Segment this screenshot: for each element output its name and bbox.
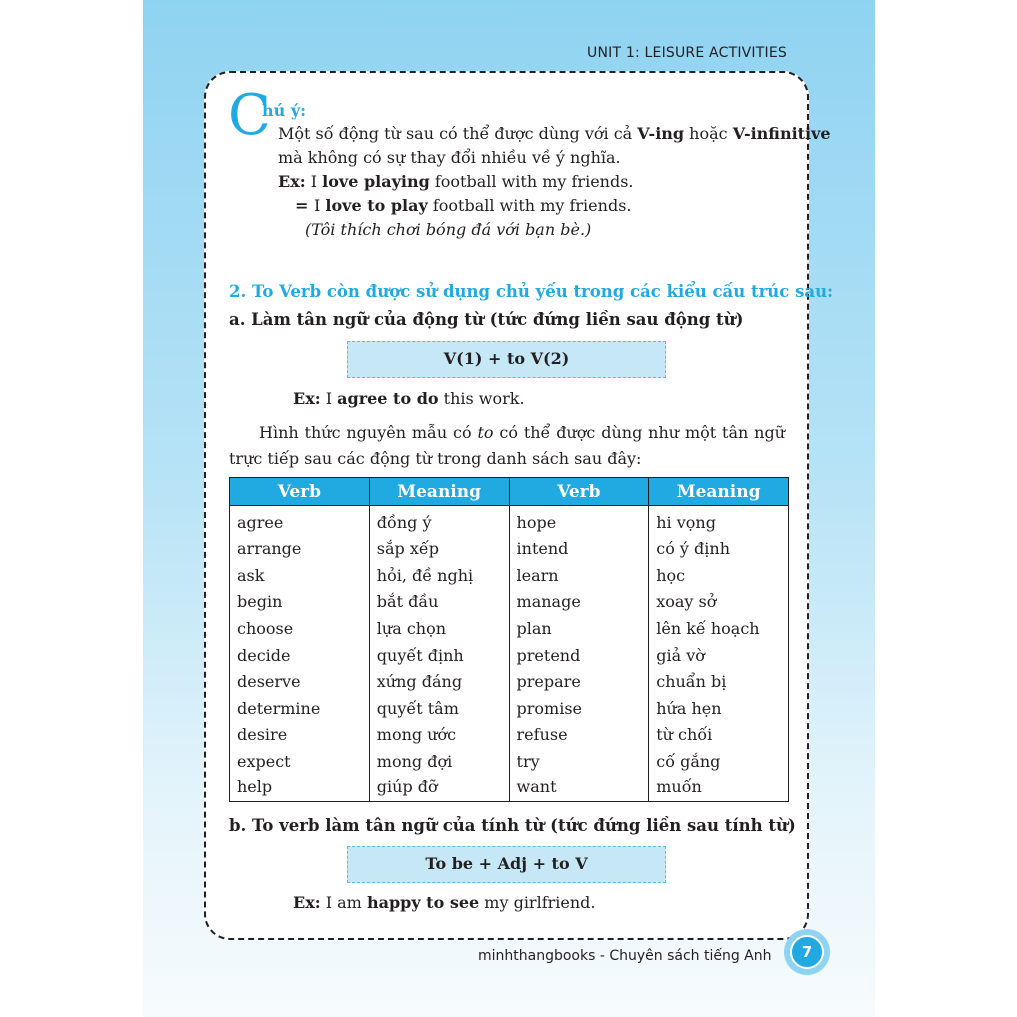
table-row bbox=[230, 536, 789, 563]
meaning-cell: học bbox=[649, 562, 789, 589]
meaning-cell: lên kế hoạch bbox=[649, 615, 789, 642]
meaning-cell: xoay sở bbox=[649, 589, 789, 616]
paragraph-italic: to bbox=[477, 423, 494, 442]
meaning-cell: giả vờ bbox=[649, 642, 789, 669]
column-header-verb: Verb bbox=[509, 478, 649, 506]
meaning-cell: có ý định bbox=[649, 536, 789, 563]
note-line-2: mà không có sự thay đổi nhiều về ý nghĩa. bbox=[278, 148, 621, 167]
verb-cell: begin bbox=[230, 589, 370, 616]
page-number-badge bbox=[784, 929, 830, 975]
verb-cell: choose bbox=[230, 615, 370, 642]
table-row bbox=[230, 642, 789, 669]
section-2b-heading: b. To verb làm tân ngữ của tính từ (tức đứng liền sau tính từ) bbox=[229, 816, 796, 835]
example-text: this work. bbox=[438, 389, 525, 408]
section-2-heading: 2. To Verb còn được sử dụng chủ yếu trong các kiểu cấu trúc sau: bbox=[229, 282, 834, 301]
verb-cell: deserve bbox=[230, 668, 370, 695]
meaning-cell: hi vọng bbox=[649, 506, 789, 536]
verb-cell: help bbox=[230, 775, 370, 802]
verb-cell: expect bbox=[230, 748, 370, 775]
meaning-cell: hứa hẹn bbox=[649, 695, 789, 722]
verb-cell: want bbox=[509, 775, 649, 802]
table-row bbox=[230, 695, 789, 722]
table-row bbox=[230, 562, 789, 589]
table-row bbox=[230, 668, 789, 695]
translation-text: (Tôi thích chơi bóng đá với bạn bè.) bbox=[305, 220, 592, 239]
unit-header: UNIT 1: LEISURE ACTIVITIES bbox=[587, 45, 787, 61]
example-label: Ex: bbox=[293, 389, 321, 408]
table-row bbox=[230, 615, 789, 642]
section-2a-heading: a. Làm tân ngữ của động từ (tức đứng liền sau động từ) bbox=[229, 310, 744, 329]
verb-cell: decide bbox=[230, 642, 370, 669]
meaning-cell: sắp xếp bbox=[369, 536, 509, 563]
publisher-footer: minhthangbooks - Chuyên sách tiếng Anh bbox=[478, 948, 772, 964]
verb-cell: refuse bbox=[509, 722, 649, 749]
example-2b bbox=[293, 892, 595, 914]
verb-cell: desire bbox=[230, 722, 370, 749]
paragraph-text: có thể được dùng như một tân ngữ trực tiếp sau các động từ trong danh sách sau đây: bbox=[229, 423, 785, 468]
verb-cell: prepare bbox=[509, 668, 649, 695]
verb-table bbox=[229, 477, 789, 802]
table-row bbox=[230, 775, 789, 802]
meaning-cell: từ chối bbox=[649, 722, 789, 749]
example-bold: agree to do bbox=[337, 389, 439, 408]
meaning-cell: mong đợi bbox=[369, 748, 509, 775]
verb-cell: agree bbox=[230, 506, 370, 536]
meaning-cell: cố gắng bbox=[649, 748, 789, 775]
table-row bbox=[230, 748, 789, 775]
column-header-meaning: Meaning bbox=[649, 478, 789, 506]
example-bold: love to play bbox=[325, 196, 428, 215]
verb-cell: determine bbox=[230, 695, 370, 722]
verb-cell: try bbox=[509, 748, 649, 775]
note-translation bbox=[305, 219, 591, 241]
meaning-cell: mong ước bbox=[369, 722, 509, 749]
verb-cell: learn bbox=[509, 562, 649, 589]
example-text: I bbox=[305, 172, 323, 191]
meaning-cell: quyết tâm bbox=[369, 695, 509, 722]
table-row bbox=[230, 722, 789, 749]
example-label: Ex: bbox=[293, 893, 321, 912]
meaning-cell: lựa chọn bbox=[369, 615, 509, 642]
verb-cell: plan bbox=[509, 615, 649, 642]
meaning-cell: đồng ý bbox=[369, 506, 509, 536]
verb-cell: intend bbox=[509, 536, 649, 563]
formula-box-b: To be + Adj + to V bbox=[347, 846, 666, 883]
example-text: my girlfriend. bbox=[479, 893, 596, 912]
verb-cell: promise bbox=[509, 695, 649, 722]
example-label: = bbox=[295, 196, 314, 215]
table-row bbox=[230, 506, 789, 536]
verb-table-header-row bbox=[230, 478, 789, 506]
meaning-cell: muốn bbox=[649, 775, 789, 802]
example-text: football with my friends. bbox=[429, 172, 634, 191]
table-row bbox=[230, 589, 789, 616]
note-text: Một số động từ sau có thể được dùng với cả bbox=[278, 124, 638, 143]
note-initial-letter: C bbox=[228, 83, 271, 148]
example-2a bbox=[293, 388, 525, 410]
note-title: hú ý: bbox=[262, 101, 307, 120]
note-text: hoặc bbox=[684, 124, 733, 143]
verb-cell: hope bbox=[509, 506, 649, 536]
example-text: I am bbox=[320, 893, 367, 912]
intro-paragraph bbox=[229, 420, 785, 472]
note-line-1 bbox=[278, 123, 831, 145]
meaning-cell: chuẩn bị bbox=[649, 668, 789, 695]
meaning-cell: giúp đỡ bbox=[369, 775, 509, 802]
meaning-cell: bắt đầu bbox=[369, 589, 509, 616]
example-text: I bbox=[320, 389, 338, 408]
column-header-verb: Verb bbox=[230, 478, 370, 506]
note-example-2 bbox=[295, 195, 631, 217]
example-bold: love playing bbox=[322, 172, 430, 191]
example-label: Ex: bbox=[278, 172, 306, 191]
note-bold: V-infinitive bbox=[732, 124, 831, 143]
meaning-cell: xứng đáng bbox=[369, 668, 509, 695]
example-text: football with my friends. bbox=[427, 196, 632, 215]
column-header-meaning: Meaning bbox=[369, 478, 509, 506]
meaning-cell: quyết định bbox=[369, 642, 509, 669]
meaning-cell: hỏi, đề nghị bbox=[369, 562, 509, 589]
note-bold: V-ing bbox=[637, 124, 685, 143]
verb-cell: ask bbox=[230, 562, 370, 589]
paragraph-text: Hình thức nguyên mẫu có bbox=[259, 423, 478, 442]
note-example-1 bbox=[278, 171, 634, 193]
page-number: 7 bbox=[790, 935, 824, 969]
example-bold: happy to see bbox=[366, 893, 480, 912]
example-text: I bbox=[313, 196, 326, 215]
verb-cell: arrange bbox=[230, 536, 370, 563]
verb-cell: pretend bbox=[509, 642, 649, 669]
verb-cell: manage bbox=[509, 589, 649, 616]
formula-box-a: V(1) + to V(2) bbox=[347, 341, 666, 378]
